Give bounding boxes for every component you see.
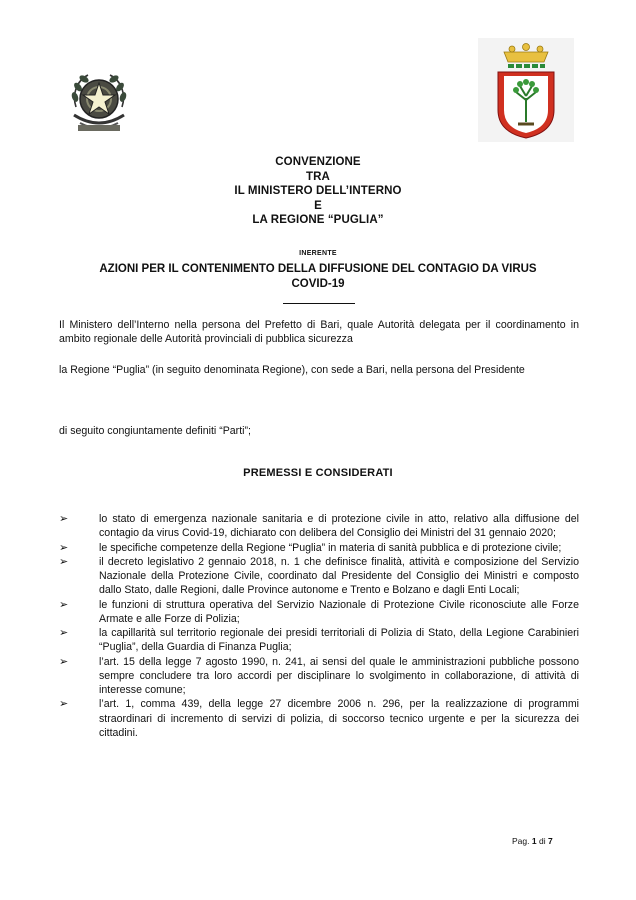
title-line: CONVENZIONE (275, 156, 361, 168)
parties-definition-paragraph: di seguito congiuntamente definiti “Parti”; (59, 425, 251, 437)
party-region-paragraph: la Regione “Puglia” (in seguito denominata Regione), con sede a Bari, nella persona del Presidente (59, 364, 525, 376)
list-item-text: la capillarità sul territorio regionale dei presidi territoriali di Polizia di Stato, della Legione Carabinieri “Puglia”, della Guardia di Finanza Puglia; (99, 627, 579, 654)
list-item-text: lo stato di emergenza nazionale sanitaria e di protezione civile in atto, relativo alla diffusione del contagio da virus Covid-19, dichiarato con delibera del Consiglio dei Ministri del 31 gennaio 2020; (99, 513, 579, 540)
subject-line: AZIONI PER IL CONTENIMENTO DELLA DIFFUSIONE DEL CONTAGIO DA VIRUS (99, 263, 537, 275)
party-ministry-paragraph: Il Ministero dell’Interno nella persona del Prefetto di Bari, quale Autorità delegata per il coordinamento in ambito regionale delle Autorità provinciali di pubblica sicurezza (59, 319, 579, 346)
italian-republic-emblem (66, 67, 132, 137)
arrow-bullet-icon: ➢ (59, 555, 69, 568)
list-item-text: il decreto legislativo 2 gennaio 2018, n. 1 che definisce finalità, attività e composizione del Servizio Nazionale della Protezione Civile, coordinato dal Presidente del Consiglio dei Ministri e composto dallo Stato, dalle Regioni, dalle Province autonome e Trento e Bolzano e dagli Enti Locali; (99, 555, 579, 597)
list-item-text: l’art. 15 della legge 7 agosto 1990, n. 241, ai sensi del quale le amministrazioni pubbliche possono sempre concludere tra loro accordi per disciplinare lo svolgimento in collaborazione, di attività di interesse comune; (99, 655, 579, 696)
list-item (59, 655, 579, 698)
arrow-bullet-icon: ➢ (59, 513, 69, 525)
title-line: E (314, 199, 322, 212)
arrow-bullet-icon: ➢ (59, 655, 69, 668)
page-total: 7 (547, 836, 553, 846)
premises-list (59, 512, 579, 740)
title-divider (283, 303, 355, 304)
agreement-subject (0, 262, 636, 291)
list-item (59, 512, 579, 541)
page-prefix: Pag. (512, 836, 530, 846)
arrow-bullet-icon: ➢ (59, 698, 69, 711)
regione-puglia-emblem (478, 38, 574, 142)
title-line: LA REGIONE “PUGLIA” (252, 214, 384, 227)
inerente-label: INERENTE (299, 250, 337, 257)
title-line: IL MINISTERO DELL’INTERNO (234, 185, 402, 198)
list-item (59, 598, 579, 627)
list-item (59, 697, 579, 740)
page-separator: di (538, 836, 546, 846)
subject-line: COVID-19 (291, 277, 345, 290)
section-title: PREMESSI E CONSIDERATI (243, 467, 393, 479)
list-item-text: le funzioni di struttura operativa del Servizio Nazionale di Protezione Civile riconosciute alle Forze Armate e alle Forze di Polizia; (99, 598, 579, 625)
arrow-bullet-icon: ➢ (59, 541, 69, 554)
page-current: 1 (531, 836, 537, 846)
list-item (59, 541, 579, 555)
list-item (59, 555, 579, 598)
arrow-bullet-icon: ➢ (59, 627, 69, 639)
title-line: TRA (306, 170, 330, 183)
arrow-bullet-icon: ➢ (59, 598, 69, 611)
list-item-text: l’art. 1, comma 439, della legge 27 dicembre 2006 n. 296, per la realizzazione di programmi straordinari di incremento di servizi di polizia, di soccorso tecnico urgente e per la sicurezza dei cittadini. (99, 698, 579, 739)
list-item (59, 626, 579, 655)
page-number (512, 836, 553, 846)
agreement-title (0, 155, 636, 228)
list-item-text: le specifiche competenze della Regione “Puglia” in materia di sanità pubblica e di protezione civile; (99, 541, 562, 554)
